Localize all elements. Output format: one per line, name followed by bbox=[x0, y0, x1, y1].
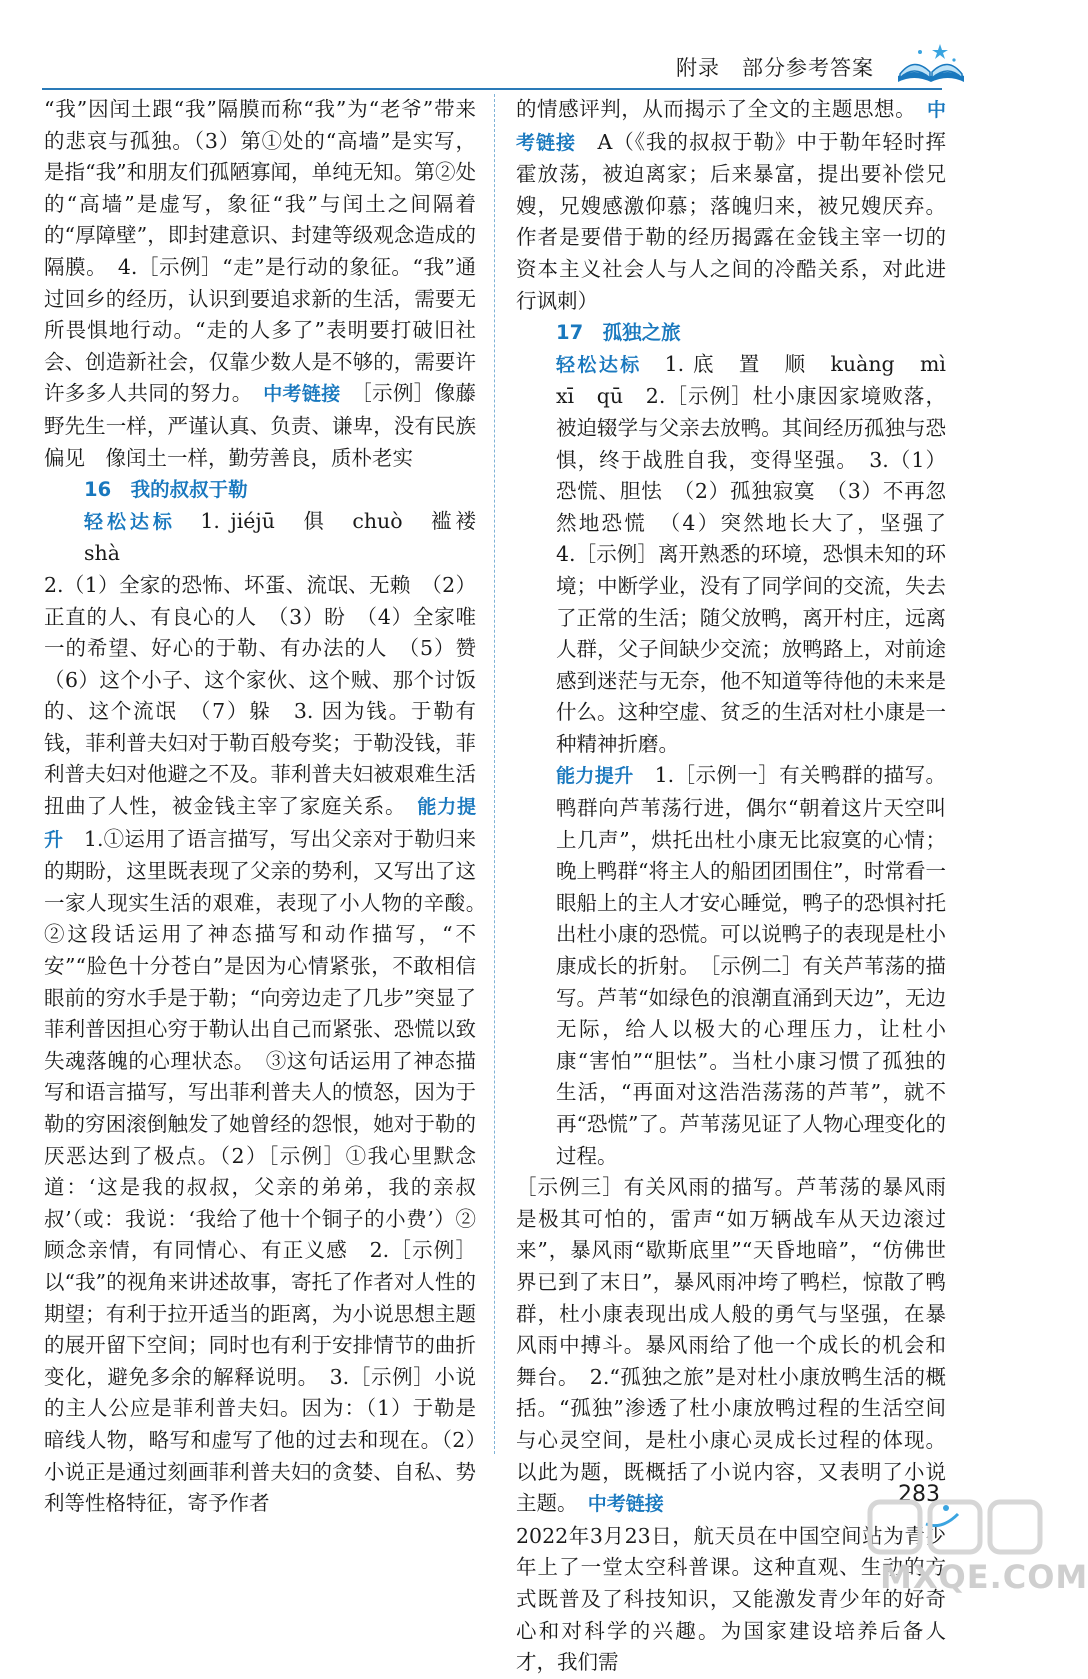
text: ［示例］像藤野先生一样，严谨认真、负责、谦卑，没有民族偏见 像闰土一样，勤劳善良，质朴老实 bbox=[44, 381, 477, 470]
keyword-label: 能力提升 bbox=[556, 765, 634, 788]
page-header bbox=[676, 38, 970, 90]
text: 2022年3月23日，航天员在中国空间站为青少年上了一堂太空科普课。这种直观、生动的方式既普及了科技知识，又能激发青少年的好奇心和对科学的兴趣。为国家建设培养后备人才，我们需 bbox=[516, 1523, 946, 1675]
text: ［示例三］有关风雨的描写。芦苇荡的暴风雨是极其可怕的，雷声“如万辆战车从天边滚过来”，暴风雨“歇斯底里”“天昏地暗”，“仿佛世界已到了末日”，暴风雨冲垮了鸭栏，惊散了鸭群，杜小康表现出成人般的勇气与坚强，在暴风雨中搏斗。暴风雨给了他一个成长的机会和舞台。 2.“孤独之旅”是对杜小康放鸭生活的概括。“孤独”渗透了杜小康放鸭过程的生活空间与心灵空间，是杜小康心灵成长过程的体现。以此为题，既概括了小说内容，又表明了小说主题。 bbox=[516, 1175, 946, 1516]
page-number: 283 bbox=[898, 1482, 940, 1507]
text: A（《我的叔叔于勒》中于勒年轻时挥霍放荡，被迫离家；后来暴富，提出要补偿兄嫂，兄嫂感激仰慕；落魄归来，被兄嫂厌弃。作者是要借于勒的经历揭露在金钱主宰一切的资本主义社会人与人之间的冷酷关系，对此进行讽刺） bbox=[516, 129, 946, 313]
column-divider bbox=[494, 94, 495, 1454]
section-title bbox=[516, 317, 946, 349]
paragraph bbox=[44, 570, 497, 1520]
paragraph bbox=[516, 760, 946, 1172]
watermark-text: MXQE.COM bbox=[880, 1558, 1088, 1596]
keyword-label: 轻松达标 bbox=[556, 353, 642, 376]
text: “我”因闰土跟“我”隔膜而称“我”为“老爷”带来的悲哀与孤独。（3）第①处的“高墙”是实写，是指“我”和朋友们孤陋寡闻，单纯无知。第②处的“高墙”是虚写，象征“我”与闰土之间隔着的“厚障壁”，即封建意识、封建等级观念造成的隔膜。 4.［示例］“走”是行动的象征。“我”通过回乡的经历，认识到要追求新的生活，需要无所畏惧地行动。“走的人多了”表明要打破旧社会、创造新社会，仅靠少数人是不够的，需要许许多多人共同的努力。 bbox=[44, 97, 476, 406]
paragraph bbox=[44, 94, 476, 474]
keyword-label: 中考链接 bbox=[516, 99, 946, 154]
text: 1. 底 置 顺 kuàng mì xī qū 2.［示例］杜小康因家境败落，被迫辍学与父亲去放鸭。其间经历孤独与恐惧，终于战胜自我，变得坚强。 3.（1）恐慌、胆怯 （2）孤独寂寞 （3）不再忽然地恐慌 （4）突然地长大了，坚强了 4.［示例］离开熟悉的环境，恐惧未知的环境；中断学业，没有了同学间的交流，失去了正常的生活；随父放鸭，离开村庄，远离人群，父子间缺少交流；放鸭路上，对前途感到迷茫与无奈，他不知道等待他的未来是什么。这种空虚、贫乏的生活对杜小康是一种精神折磨。 bbox=[556, 351, 967, 756]
header-title: 附录 部分参考答案 bbox=[676, 56, 874, 80]
paragraph bbox=[516, 94, 946, 317]
section-16-title: 16 我的叔叔于勒 bbox=[84, 478, 248, 502]
left-column bbox=[44, 94, 497, 1516]
text: 1.［示例一］有关鸭群的描写。鸭群向芦苇荡行进，偶尔“朝着这片天空叫上几声”，烘托出杜小康无比寂寞的心情；晚上鸭群“将主人的船团团围住”，时常看一眼船上的主人才安心睡觉，鸭子的恐惧衬托出杜小康的恐慌。可以说鸭子的表现是杜小康成长的折射。 ［示例二］有关芦苇荡的描写。芦苇“如绿色的浪潮直涌到天边”，无边无际，给人以极大的心理压力，让杜小康“害怕”“胆怯”。当杜小康习惯了孤独的生活，“再面对这浩浩荡荡的芦苇”，就不再“恐慌”了。芦苇荡见证了人物心理变化的过程。 bbox=[556, 763, 946, 1168]
keyword-label: 中考链接 bbox=[263, 383, 341, 406]
text: 1.①运用了语言描写，写出父亲对于勒归来的期盼，这里既表现了父亲的势利，又写出了这一家人现实生活的艰难，表现了小人物的辛酸。 ②这段话运用了神态描写和动作描写，“不安”“脸色十分苍白”是因为心情紧张，不敢相信眼前的穷水手是于勒；“向旁边走了几步”突显了菲利普因担心穷于勒认出自己而紧张、恐慌以致失魂落魄的心理状态。 ③这句话运用了神态描写和语言描写，写出菲利普夫人的愤怒，因为于勒的穷困滚倒触发了她曾经的怨恨，她对于勒的厌恶达到了极点。（2）［示例］①我心里默念道：‘这是我的叔叔，父亲的弟弟，我的亲叔叔’（或：我说：‘我给了他十个铜子的小费’）②顾念亲情，有同情心、有正义感 2.［示例］以“我”的视角来讲述故事，寄托了作者对人性的期望；有利于拉开适当的距离，为小说思想主题的展开留下空间；同时也有利于安排情节的曲折变化，避免多余的解释说明。 3.［示例］小说的主人公应是菲利普夫妇。因为：（1）于勒是暗线人物，略写和虚写了他的过去和现在。（2）小说正是通过刻画菲利普夫妇的贪婪、自私、势利等性格特征，寄予作者 bbox=[44, 826, 497, 1516]
header-rule bbox=[42, 88, 942, 90]
section-17-title: 17 孤独之旅 bbox=[556, 321, 681, 345]
text: 2.（1）全家的恐怖、坏蛋、流氓、无赖 （2）正直的人、有良心的人 （3）盼 （4）全家唯一的希望、好心的于勒、有办法的人 （5）赞 （6）这个小子、这个家伙、这个贼、那个讨饭的、这个流氓 （7）躲 3. 因为钱。于勒有钱，菲利普夫妇对于勒百般夸奖；于勒没钱，菲利普夫妇对他避之不及。菲利普夫妇被艰难生活扭曲了人性，被金钱主宰了家庭关系。 bbox=[44, 572, 497, 819]
keyword-label: 轻松达标 bbox=[84, 510, 176, 533]
open-book-icon bbox=[892, 38, 970, 86]
keyword-label: 能力提升 bbox=[44, 796, 476, 851]
section-title bbox=[44, 474, 476, 506]
keyword-label: 中考链接 bbox=[587, 1493, 664, 1516]
text: 的情感评判，从而揭示了全文的主题思想。 bbox=[516, 97, 906, 121]
paragraph bbox=[44, 506, 497, 570]
paragraph bbox=[516, 349, 967, 761]
paragraph bbox=[516, 1172, 946, 1521]
text: 1. jiéjū 俱 chuò 褴褛 shà bbox=[84, 508, 497, 566]
